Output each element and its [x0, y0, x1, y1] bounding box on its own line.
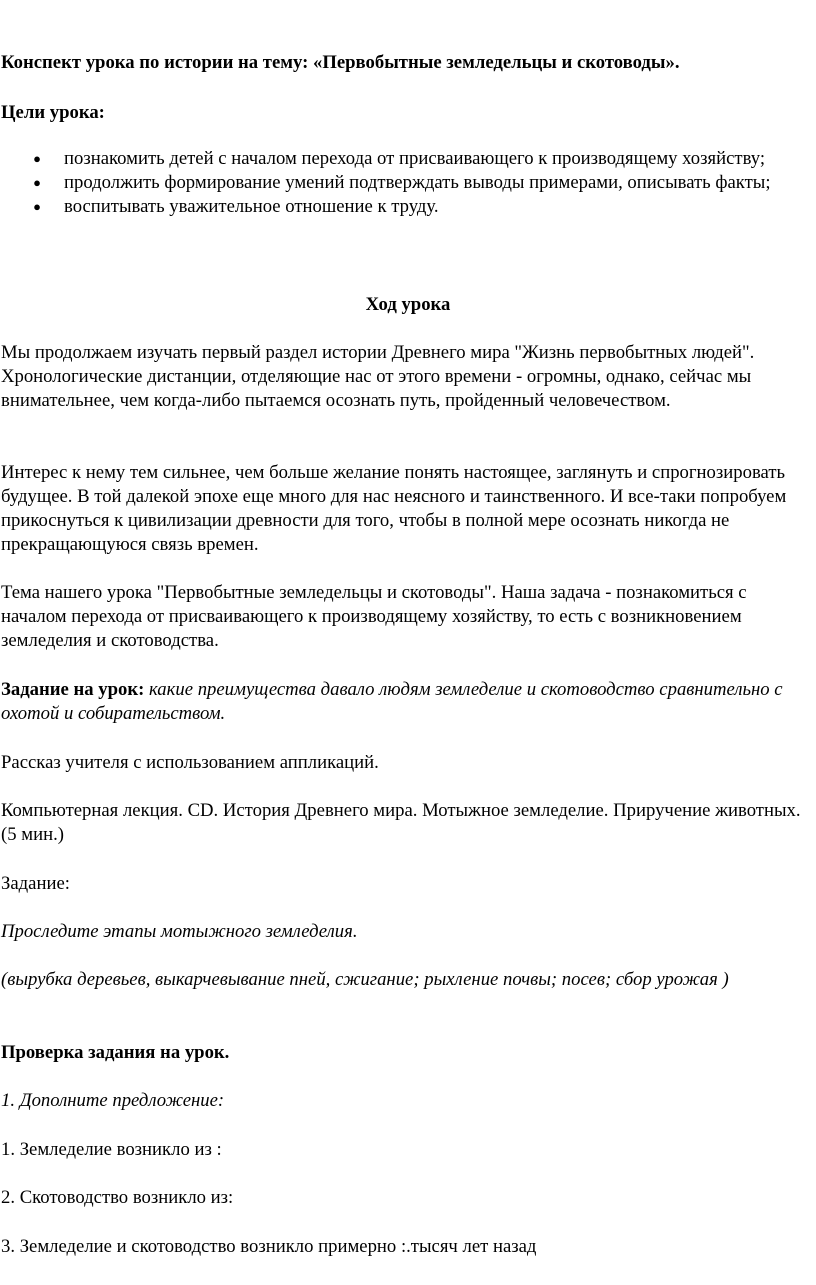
- goal-text: продолжить формирование умений подтверждать выводы примерами, описывать факты;: [64, 172, 771, 193]
- bullet-icon: ●: [33, 175, 41, 190]
- question-item: 1. Земледелие возникло из :: [1, 1139, 222, 1160]
- document-title: Конспект урока по истории на тему: «Первобытные земледельцы и скотоводы».: [1, 52, 680, 73]
- intro-paragraph: Мы продолжаем изучать первый раздел истории Древнего мира "Жизнь первобытных людей". Хронологические дистанции, отделяющие нас от этого времени - огромны, однако, сейчас мы внимательнее, чем когда-либо пытаемся осознать путь, пройденный человечеством.: [1, 342, 755, 411]
- topic-paragraph: Тема нашего урока "Первобытные земледельцы и скотоводы". Наша задача - познакомиться с началом перехода от присваивающего к производящему хозяйству, то есть с возникновением земледелия и скотоводства.: [1, 582, 747, 651]
- question-item: 2. Скотоводство возникло из:: [1, 1187, 234, 1208]
- goal-text: воспитывать уважительное отношение к труду.: [64, 196, 439, 217]
- lesson-heading: Ход урока: [365, 294, 451, 315]
- goals-heading: Цели урока:: [1, 102, 105, 123]
- lesson-task-paragraph: [1, 678, 801, 726]
- exercise-instruction: 1. Дополните предложение:: [1, 1090, 225, 1111]
- assignment-text: Проследите этапы мотыжного земледелия.: [1, 921, 358, 942]
- task-text: какие преимущества давало людям земледелие и скотоводство сравнительно с охотой и собирательством.: [1, 679, 783, 724]
- goal-item: [33, 171, 800, 195]
- bullet-icon: ●: [33, 151, 41, 166]
- goal-text: познакомить детей с началом перехода от присваивающего к производящему хозяйству;: [64, 148, 766, 169]
- goals-list: [0, 147, 800, 219]
- computer-lecture-paragraph: Компьютерная лекция. CD. История Древнего мира. Мотыжное земледелие. Приручение животных.(5 мин.): [1, 800, 801, 845]
- bullet-icon: ●: [33, 199, 41, 214]
- goal-item: [33, 195, 800, 219]
- question-item: 3. Земледелие и скотоводство возникло примерно :.тысяч лет назад: [1, 1236, 537, 1257]
- goal-item: [33, 147, 800, 171]
- check-heading: Проверка задания на урок.: [1, 1042, 230, 1063]
- task-label: Задание на урок:: [1, 679, 145, 700]
- assignment-label: Задание:: [1, 873, 70, 894]
- interest-paragraph: Интерес к нему тем сильнее, чем больше желание понять настоящее, заглянуть и спрогнозировать будущее. В той далекой эпохе еще много для нас неясного и таинственного. И все-таки попробуем прикоснуться к цивилизации древности для того, чтобы в полной мере осознать никогда не прекращающуюся связь времен.: [1, 462, 787, 555]
- assignment-answer: (вырубка деревьев, выкарчевывание пней, сжигание; рыхление почвы; посев; сбор урожая ): [1, 969, 729, 990]
- teacher-story-paragraph: Рассказ учителя с использованием аппликаций.: [1, 752, 379, 773]
